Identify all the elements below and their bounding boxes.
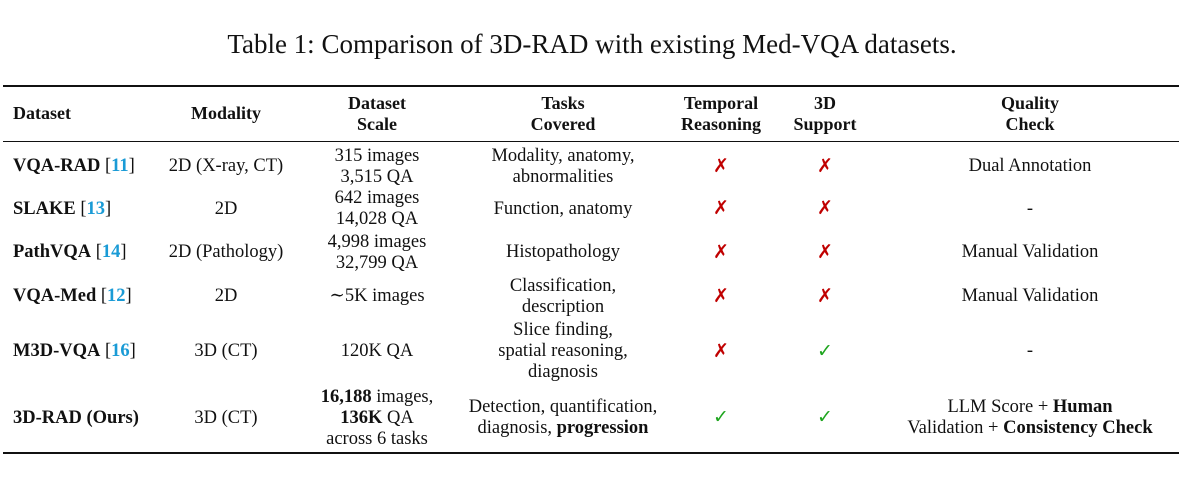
table-row <box>3 188 1179 231</box>
citation-link[interactable]: 13 <box>86 198 106 219</box>
tasks-cell <box>453 385 673 453</box>
table-row <box>3 231 1179 275</box>
tasks-line: Modality, anatomy, <box>491 145 635 166</box>
temporal-cell <box>673 231 769 275</box>
citation-link[interactable]: 14 <box>101 242 121 262</box>
tasks-line: Histopathology <box>505 242 621 262</box>
scale-number: 136K <box>340 407 383 428</box>
tasks-line: abnormalities <box>512 166 614 187</box>
cross-icon: ✗ <box>713 240 729 263</box>
header-tasks-line: Covered <box>530 113 596 134</box>
quality-cell: Manual Validation <box>961 286 1099 306</box>
header-quality-line: Check <box>1005 113 1055 134</box>
cross-icon: ✗ <box>817 154 833 177</box>
table-row <box>3 141 1179 188</box>
tasks-line: Classification, <box>509 275 617 296</box>
support3d-cell <box>769 319 881 385</box>
modality-cell: 2D <box>214 286 238 306</box>
header-quality <box>881 86 1179 141</box>
scale-unit: images, <box>371 386 434 407</box>
modality-cell: 3D (CT) <box>194 341 258 361</box>
header-3d-line: 3D <box>814 92 836 113</box>
scale-line: 315 images <box>334 145 420 166</box>
tasks-line <box>457 418 669 439</box>
scale-line: 120K QA <box>340 341 414 361</box>
table-header <box>3 86 1179 141</box>
scale-line: 32,799 QA <box>335 252 419 273</box>
quality-cell <box>881 385 1179 453</box>
cross-icon: ✗ <box>817 240 833 263</box>
support3d-cell <box>769 231 881 275</box>
header-quality-line: Quality <box>1000 92 1059 113</box>
dataset-name: PathVQA <box>13 242 92 262</box>
tasks-line: Function, anatomy <box>493 198 633 219</box>
scale-cell <box>301 231 453 275</box>
header-3d-line: Support <box>793 113 857 134</box>
tasks-highlight: progression <box>556 418 649 438</box>
dataset-cell: VQA-Med [12] <box>13 286 132 306</box>
dataset-cell: PathVQA [14] <box>13 242 127 262</box>
scale-cell <box>301 385 453 453</box>
scale-line: 642 images <box>334 188 420 208</box>
quality-cell: Manual Validation <box>961 242 1099 262</box>
header-tasks-line: Tasks <box>541 92 585 113</box>
table-body <box>3 141 1179 453</box>
tasks-cell <box>453 141 673 188</box>
dataset-name: M3D-VQA <box>13 341 101 361</box>
temporal-cell <box>673 275 769 319</box>
quality-cell: - <box>1026 341 1034 361</box>
support3d-cell <box>769 385 881 453</box>
check-icon: ✓ <box>817 406 833 428</box>
dataset-cell: VQA-RAD [11] <box>13 156 135 176</box>
header-row <box>3 86 1179 141</box>
scale-number: 16,188 <box>320 386 372 407</box>
quality-highlight: Human <box>1052 397 1113 417</box>
citation-link[interactable]: 16 <box>111 341 130 361</box>
tasks-line: description <box>521 296 605 317</box>
scale-line: 14,028 QA <box>335 209 419 229</box>
dataset-name: 3D-RAD (Ours) <box>13 407 139 428</box>
check-icon: ✓ <box>817 339 833 362</box>
header-tasks <box>453 86 673 141</box>
table-row <box>3 319 1179 385</box>
temporal-cell <box>673 141 769 188</box>
header-temporal <box>673 86 769 141</box>
scale-line: across 6 tasks <box>326 428 428 449</box>
scale-cell <box>301 188 453 231</box>
quality-highlight: Consistency Check <box>1003 418 1153 438</box>
cross-icon: ✗ <box>713 154 729 177</box>
dataset-cell: SLAKE [13] <box>13 198 112 219</box>
cross-icon: ✗ <box>713 339 729 362</box>
support3d-cell <box>769 141 881 188</box>
modality-cell: 3D (CT) <box>194 407 258 428</box>
dataset-name: SLAKE <box>13 198 76 219</box>
table-row <box>3 275 1179 319</box>
tasks-cell <box>453 188 673 231</box>
tasks-cell <box>453 231 673 275</box>
header-3d-support <box>769 86 881 141</box>
cross-icon: ✗ <box>817 284 833 307</box>
cross-icon: ✗ <box>817 197 833 219</box>
header-temporal-line: Reasoning <box>680 113 761 134</box>
scale-cell <box>301 141 453 188</box>
scale-line: 3,515 QA <box>340 166 414 187</box>
quality-cell: Dual Annotation <box>968 156 1092 176</box>
header-scale <box>301 86 453 141</box>
header-dataset: Dataset <box>13 103 71 124</box>
scale-line: ∼5K images <box>329 286 425 306</box>
tasks-line: Slice finding, <box>513 320 613 340</box>
scale-unit: QA <box>382 407 414 428</box>
header-modality: Modality <box>191 103 261 124</box>
quality-text: Validation + <box>907 418 1004 438</box>
temporal-cell <box>673 188 769 231</box>
scale-line <box>305 387 449 408</box>
comparison-table <box>3 85 1179 454</box>
citation-link[interactable]: 11 <box>111 156 129 176</box>
dataset-name: VQA-Med <box>13 286 97 306</box>
quality-text: LLM Score + <box>947 397 1053 417</box>
modality-cell: 2D (Pathology) <box>168 242 284 262</box>
cross-icon: ✗ <box>713 284 729 307</box>
temporal-cell <box>673 385 769 453</box>
modality-cell: 2D <box>214 198 238 219</box>
quality-line <box>885 418 1175 439</box>
tasks-line: diagnosis <box>528 362 598 382</box>
tasks-line: spatial reasoning, <box>498 341 628 361</box>
table-row-ours <box>3 385 1179 453</box>
scale-cell <box>301 275 453 319</box>
quality-line <box>885 397 1175 418</box>
tasks-text: diagnosis, <box>477 418 557 438</box>
scale-line: 4,998 images <box>327 231 427 252</box>
temporal-cell <box>673 319 769 385</box>
header-temporal-line: Temporal <box>683 92 759 113</box>
scale-line <box>305 408 449 429</box>
header-scale-line: Dataset <box>348 92 406 113</box>
dataset-name: VQA-RAD <box>13 156 101 176</box>
scale-cell <box>301 319 453 385</box>
support3d-cell <box>769 275 881 319</box>
dataset-cell: M3D-VQA [16] <box>13 341 136 361</box>
table-caption: Table 1: Comparison of 3D-RAD with existing Med-VQA datasets. <box>227 29 957 59</box>
check-icon: ✓ <box>713 406 729 428</box>
citation-link[interactable]: 12 <box>107 286 126 306</box>
tasks-cell <box>453 275 673 319</box>
modality-cell: 2D (X-ray, CT) <box>168 156 284 176</box>
tasks-line: Detection, quantification, <box>468 397 658 417</box>
header-scale-line: Scale <box>357 113 397 134</box>
cross-icon: ✗ <box>713 197 729 219</box>
support3d-cell <box>769 188 881 231</box>
dataset-cell <box>3 385 151 453</box>
quality-cell: - <box>1026 198 1034 219</box>
tasks-cell <box>453 319 673 385</box>
